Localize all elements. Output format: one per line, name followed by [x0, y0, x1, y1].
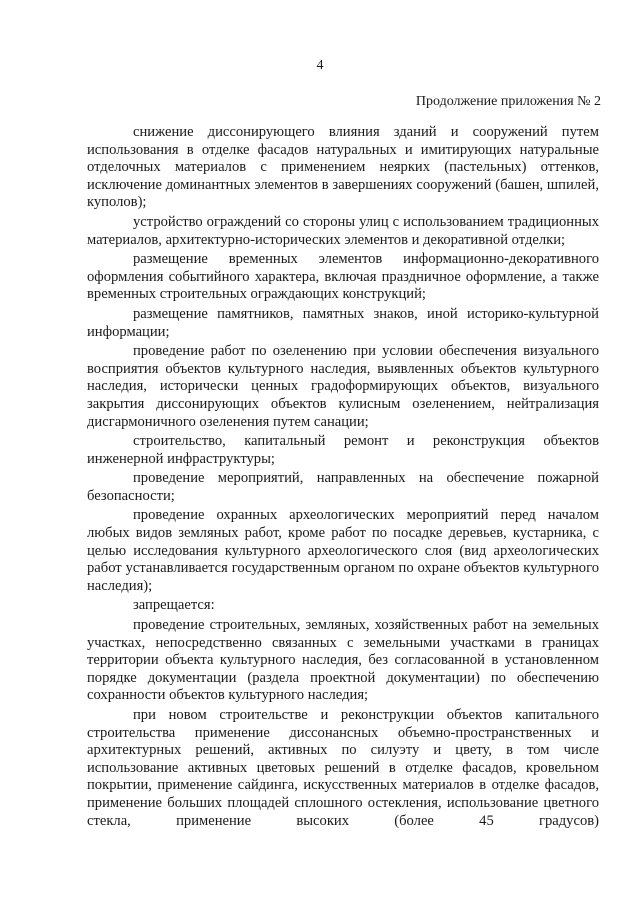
- paragraph: проведение мероприятий, направленных на обеспечение пожарной безопасности;: [87, 470, 599, 504]
- paragraph: строительство, капитальный ремонт и реконструкция объектов инженерной инфраструктуры;: [87, 433, 599, 467]
- paragraph: проведение охранных археологических мероприятий перед началом любых видов земляных работ, кроме работ по посадке деревьев, кустарника, с целью исследования культурного археологического слоя (вид археологических работ устанавливается государственным органом по охране объектов культурного наследия);: [87, 507, 599, 594]
- paragraph: размещение временных элементов информационно-декоративного оформления событийного характера, включая праздничное оформление, а также временных строительных ограждающих конструкций;: [87, 251, 599, 303]
- document-body: [87, 124, 599, 832]
- page-number: 4: [316, 58, 324, 73]
- prohibited-heading: запрещается:: [133, 597, 215, 614]
- paragraph: снижение диссонирующего влияния зданий и сооружений путем использования в отделке фасадов натуральных и имитирующих натуральные отделочных материалов с применением неярких (пастельных) оттенков, исключение доминантных элементов в завершениях сооружений (башен, шпилей, куполов);: [87, 124, 599, 211]
- paragraph: размещение памятников, памятных знаков, иной историко-культурной информации;: [87, 305, 599, 340]
- appendix-continuation-note: Продолжение приложения № 2: [415, 94, 601, 109]
- paragraph: устройство ограждений со стороны улиц с использованием традиционных материалов, архитектурно-исторических элементов и декоративной отделки;: [87, 213, 599, 248]
- paragraph: проведение строительных, земляных, хозяйственных работ на земельных участках, непосредственно связанных с земельными участками в границах территории объекта культурного наследия, без согласованной в установленном порядке документации (раздела проектной документации) по обеспечению сохранности объектов культурного наследия;: [87, 617, 599, 704]
- paragraph: проведение работ по озеленению при условии обеспечения визуального восприятия объектов культурного наследия, выявленных объектов культурного наследия, исторически ценных градоформирующих объектов, визуального закрытия диссонирующих объектов кулисным озеленением, нейтрализация дисгармоничного озеленения путем санации;: [87, 343, 599, 430]
- paragraph: при новом строительстве и реконструкции объектов капитального строительства применение диссонансных объемно-пространственных и архитектурных решений, активных по силуэту и цвету, в том числе использование активных цветовых решений в отделке фасадов, кровельном покрытии, применение сайдинга, искусственных материалов в отделке фасадов, применение больших площадей сплошного остекления, использование цветного стекла, применение высоких (более 45 градусов): [87, 707, 599, 829]
